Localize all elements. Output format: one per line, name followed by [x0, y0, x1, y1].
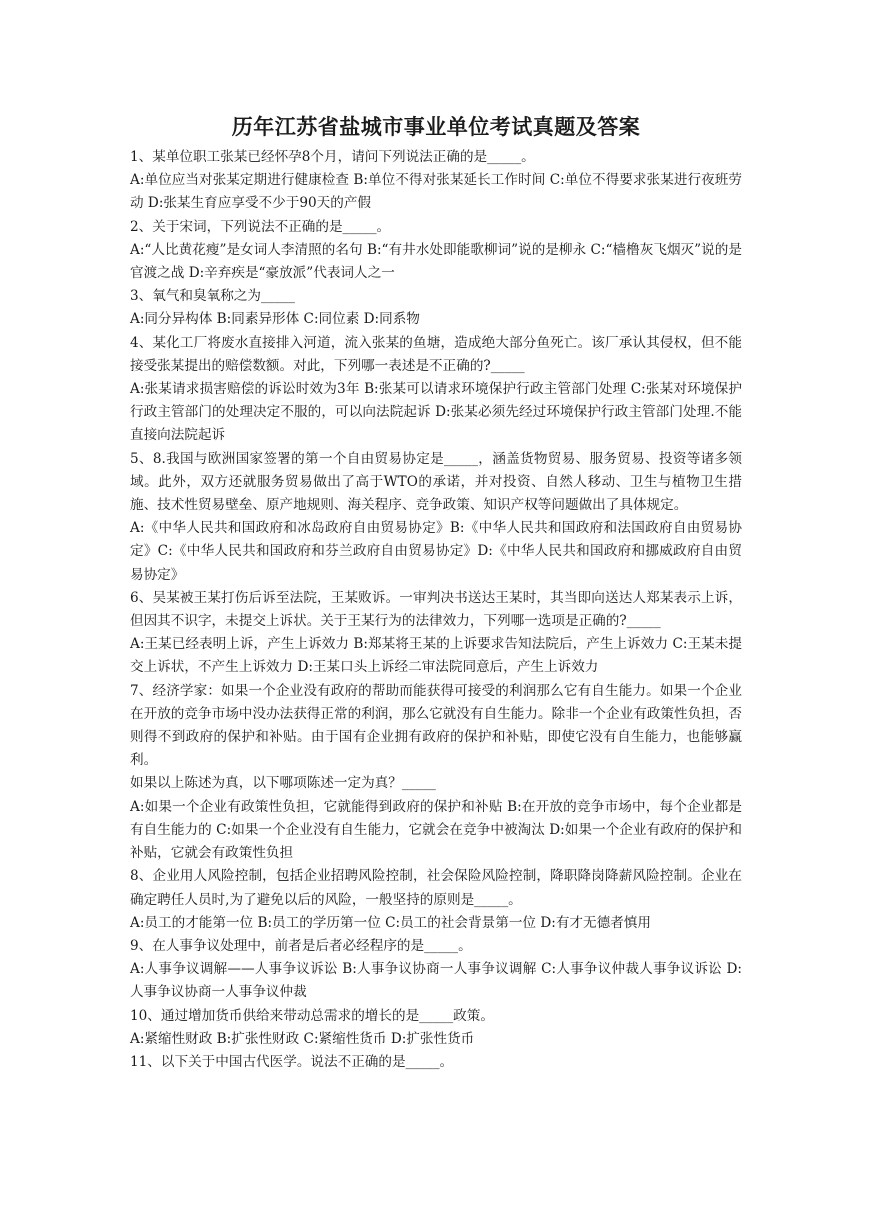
paragraph: A:员工的才能第一位 B:员工的学历第一位 C:员工的社会背景第一位 D:有才无德者慎用 — [130, 914, 651, 931]
paragraph: A:张某请求损害赔偿的诉讼时效为3年 B:张某可以请求环境保护行政主管部门处理 C:张某对环境保护行政主管部门的处理决定不服的，可以向法院起诉 D:张某必须先经过环境保护行政主管部门处理.不能直接向法院起诉 — [130, 381, 742, 444]
paragraph: A:王某已经表明上诉，产生上诉效力 B:郑某将王某的上诉要求告知法院后，产生上诉效力 C:王某未提交上诉状，不产生上诉效力 D:王某口头上诉经二审法院同意后，产生上诉效力 — [130, 636, 742, 676]
paragraph: 8、企业用人风险控制，包括企业招聘风险控制，社会保险风险控制，降职降岗降薪风险控制。企业在确定聘任人员时,为了避免以后的风险，一般坚持的原则是_____。 — [130, 868, 742, 908]
paragraph: 5、8.我国与欧洲国家签署的第一个自由贸易协定是_____，涵盖货物贸易、服务贸易、投资等诸多领域。此外，双方还就服务贸易做出了高于WTO的承诺，并对投资、自然人移动、卫生与植物卫生措施、技术性贸易壁垒、原产地规则、海关程序、竞争政策、知识产权等问题做出了具体规定。 — [130, 450, 742, 514]
paragraph: 11、以下关于中国古代医学。说法不正确的是_____。 — [130, 1053, 454, 1070]
paragraph: 6、吴某被王某打伤后诉至法院，王某败诉。一审判决书送达王某时，其当即向送达人郑某表示上诉，但因其不识字，未提交上诉状。关于王某行为的法律效力，下列哪一选项是正确的?_____ — [130, 589, 742, 630]
paragraph: 1、某单位职工张某已经怀孕8个月，请问下列说法正确的是_____。 — [130, 149, 535, 165]
paragraph: 10、通过增加货币供给来带动总需求的增长的是_____政策。 — [130, 1007, 494, 1024]
document-page — [130, 112, 742, 1074]
paragraph: A:紧缩性财政 B:扩张性财政 C:紧缩性货币 D:扩张性货币 — [130, 1030, 475, 1047]
paragraph: 2、关于宋词，下列说法不正确的是_____。 — [130, 218, 391, 235]
paragraph: A:同分异构体 B:同素异形体 C:同位素 D:同系物 — [130, 311, 420, 328]
paragraph: A:单位应当对张某定期进行健康检查 B:单位不得对张某延长工作时间 C:单位不得要求张某进行夜班劳动 D:张某生育应享受不少于90天的产假 — [130, 172, 742, 212]
document-title: 历年江苏省盐城市事业单位考试真题及答案 — [231, 114, 641, 139]
paragraph: A:人事争议调解——人事争议诉讼 B:人事争议协商一人事争议调解 C:人事争议仲裁人事争议诉讼 D:人事争议协商一人事争议仲裁 — [130, 961, 742, 1001]
paragraph: A:“人比黄花瘦”是女词人李清照的名句 B:“有井水处即能歌柳词”说的是柳永 C:“樯橹灰飞烟灭”说的是官渡之战 D:辛弃疾是“豪放派”代表词人之一 — [130, 241, 742, 282]
paragraph: 如果以上陈述为真，以下哪项陈述一定为真？_____ — [130, 775, 436, 792]
paragraph: 7、经济学家：如果一个企业没有政府的帮助而能获得可接受的利润那么它有自生能力。如果一个企业在开放的竞争市场中没办法获得正常的利润，那么它就没有自生能力。除非一个企业有政策性负担，否则得不到政府的保护和补贴。由于国有企业拥有政府的保护和补贴，即使它没有自生能力，也能够赢利。 — [130, 682, 742, 769]
paragraph: 9、在人事争议处理中，前者是后者必经程序的是_____。 — [130, 937, 472, 954]
paragraph: 3、氧气和臭氧称之为_____ — [130, 288, 295, 305]
paragraph: A:《中华人民共和国政府和冰岛政府自由贸易协定》B:《中华人民共和国政府和法国政府自由贸易协定》C:《中华人民共和国政府和芬兰政府自由贸易协定》D:《中华人民共和国政府和挪威政府自由贸易协定》 — [130, 520, 742, 583]
paragraph: 4、某化工厂将废水直接排入河道，流入张某的鱼塘，造成绝大部分鱼死亡。该厂承认其侵权，但不能接受张某提出的赔偿数额。对此，下列哪一表述是不正确的?_____ — [130, 334, 742, 374]
paragraph: A:如果一个企业有政策性负担，它就能得到政府的保护和补贴 B:在开放的竞争市场中，每个企业都是有自生能力的 C:如果一个企业没有自生能力，它就会在竞争中被淘汰 D:如果一个企业有政府的保护和补贴，它就会有政策性负担 — [130, 798, 742, 862]
